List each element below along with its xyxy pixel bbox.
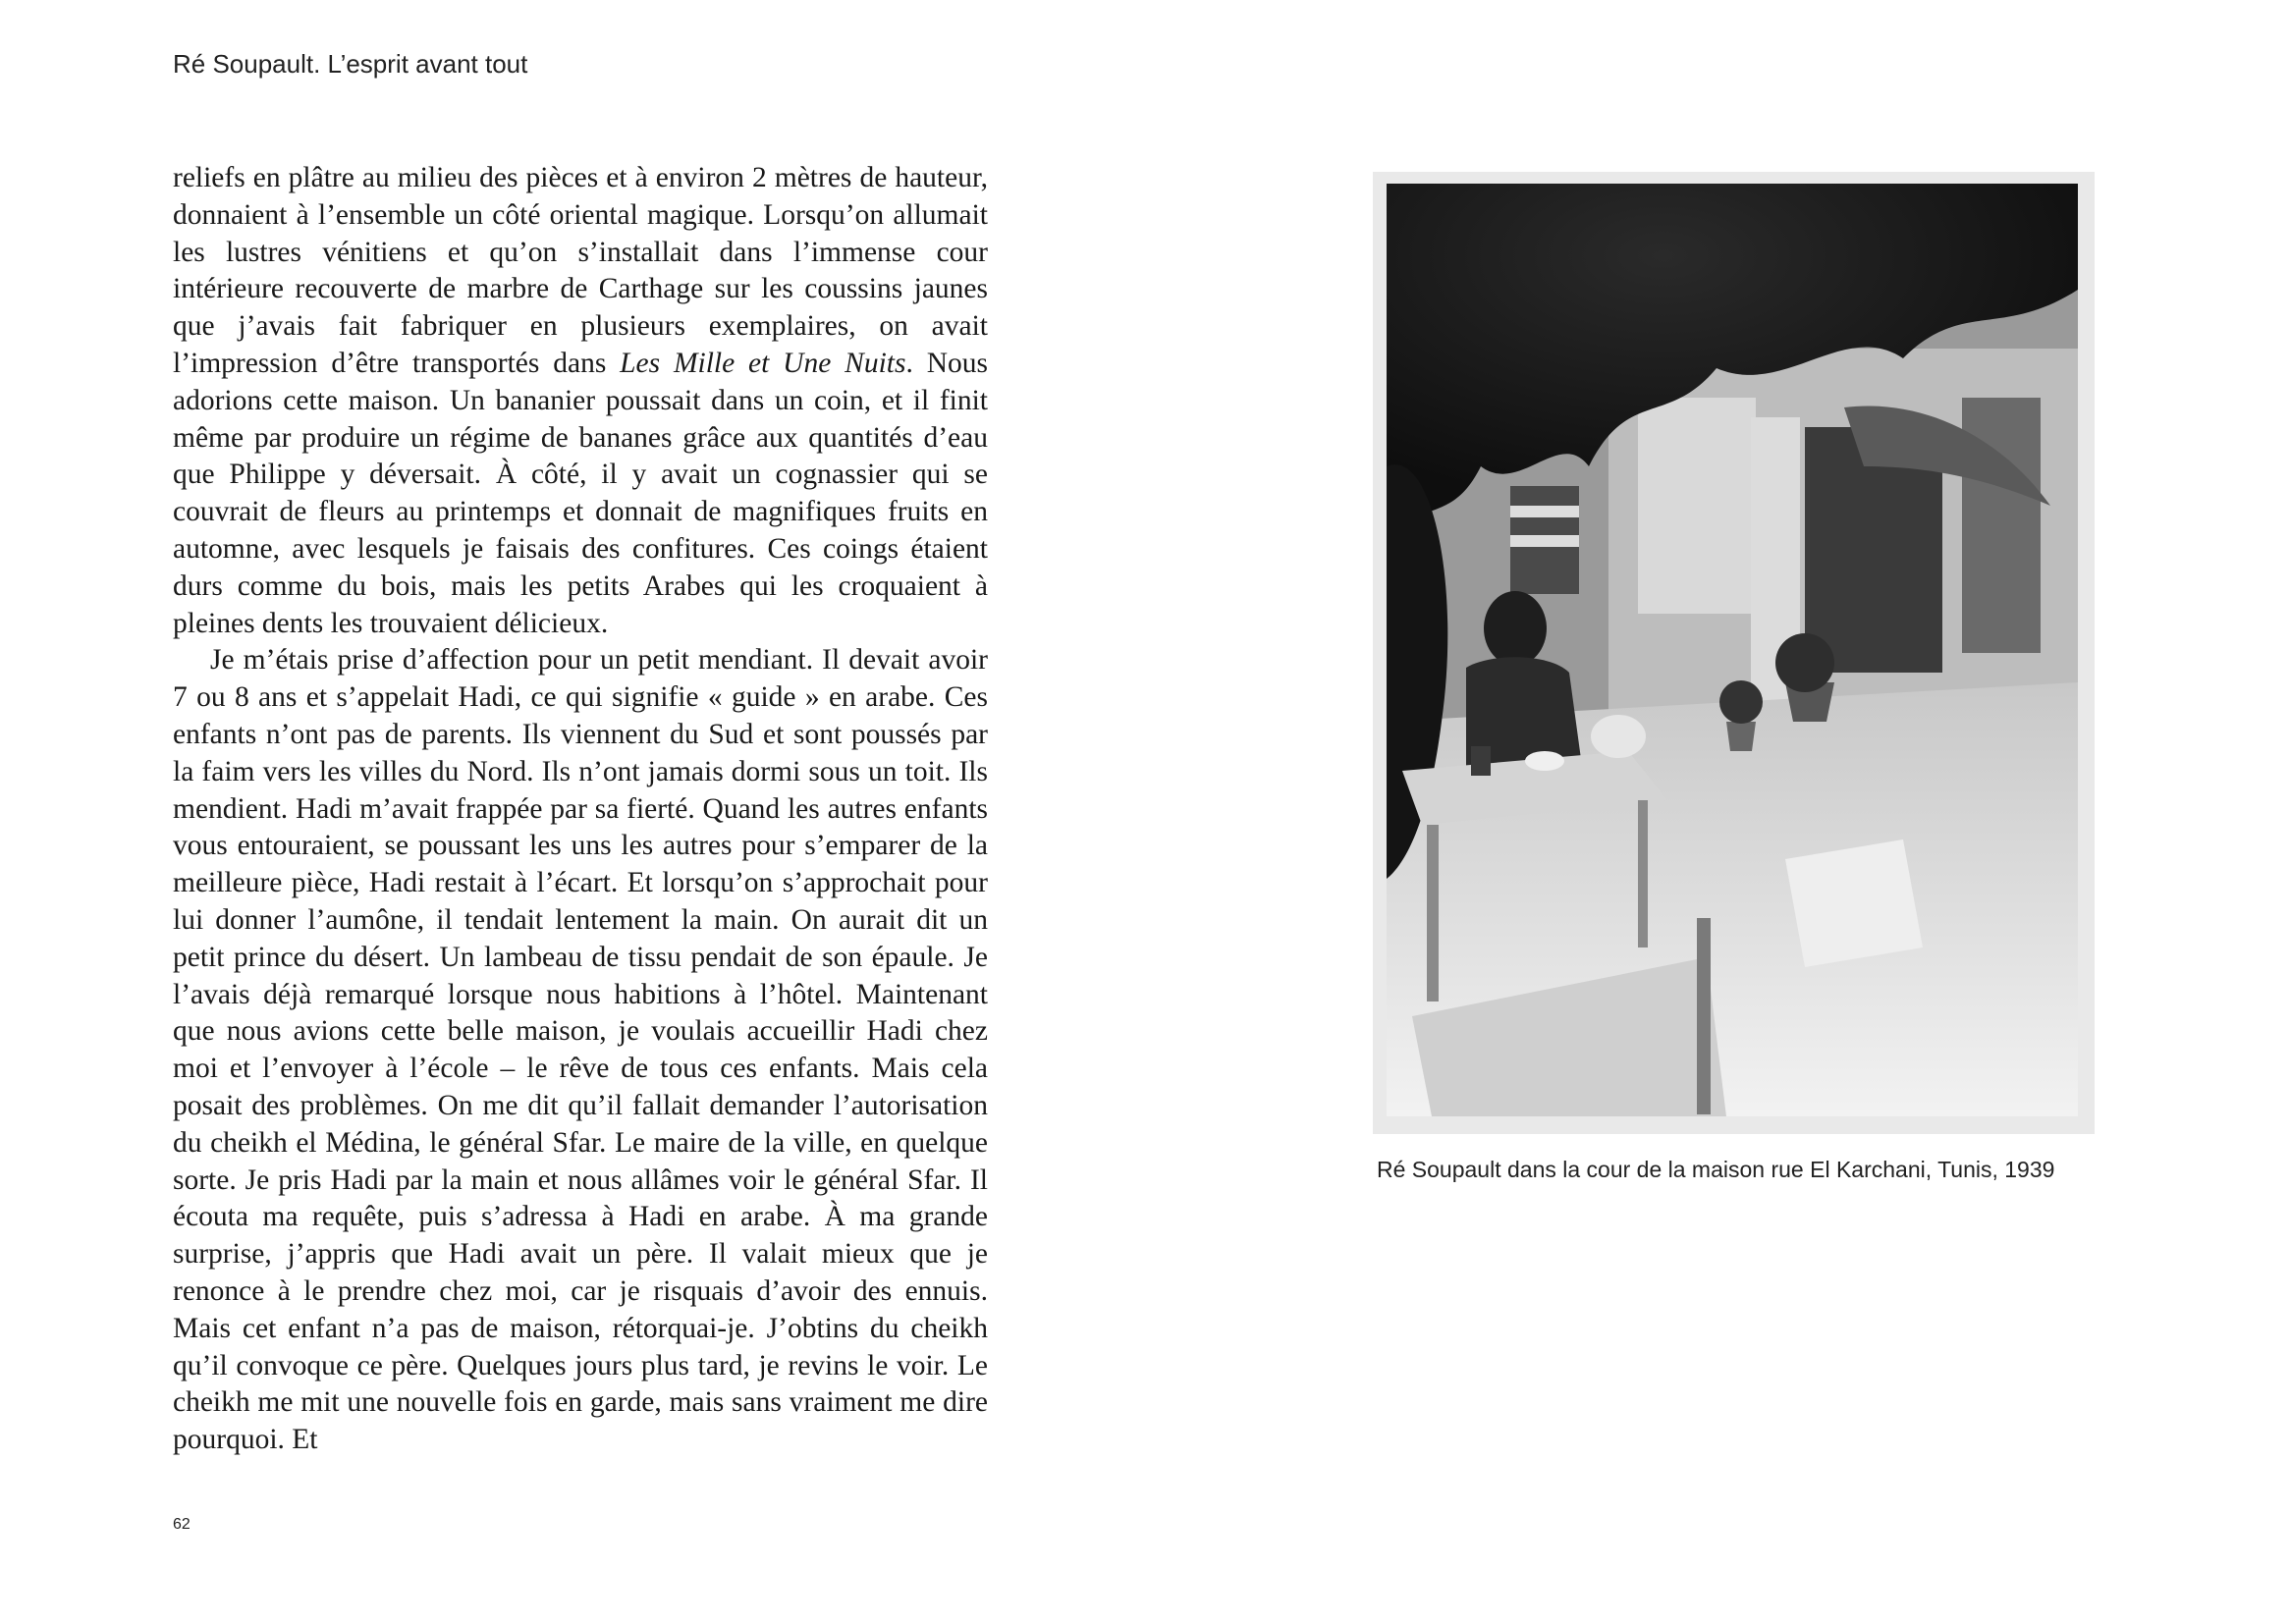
- body-text: [173, 160, 988, 1459]
- photo-caption: Ré Soupault dans la cour de la maison rue El Karchani, Tunis, 1939: [1377, 1157, 2055, 1182]
- paragraph-2: Je m’étais prise d’affection pour un petit mendiant. Il devait avoir 7 ou 8 ans et s’appelait Hadi, ce qui signifie « guide » en arabe. Ces enfants n’ont pas de parents. Ils viennent du Sud et sont poussés par la faim vers les villes du Nord. Ils n’ont jamais dormi sous un toit. Ils mendient. Hadi m’avait frappée par sa fierté. Quand les autres enfants vous entouraient, se poussant les uns les autres pour s’emparer de la meilleure pièce, Hadi restait à l’écart. Et lorsqu’on s’approchait pour lui donner l’aumône, il tendait lentement la main. On aurait dit un petit prince du désert. Un lambeau de tissu pendait de son épaule. Je l’avais déjà remarqué lorsque nous habitions à l’hôtel. Maintenant que nous avions cette belle maison, je voulais accueillir Hadi chez moi et l’envoyer à l’école – le rêve de tous ces enfants. Mais cela posait des problèmes. On me dit qu’il fallait demander l’autorisation du cheikh el Médina, le général Sfar. Le maire de la ville, en quelque sorte. Je pris Hadi par la main et nous allâmes voir le général Sfar. Il écouta ma requête, puis s’adressa à Hadi en arabe. À ma grande surprise, j’appris que Hadi avait un père. Il valait mieux que je renonce à le prendre chez moi, car je risquais d’avoir des ennuis. Mais cet enfant n’a pas de maison, rétorquai-je. J’obtins du cheikh qu’il convoque ce père. Quelques jours plus tard, je revins le voir. Le cheikh me mit une nouvelle fois en garde, mais sans vraiment me dire pourquoi. Et: [173, 644, 988, 1456]
- photograph: [1373, 172, 2095, 1134]
- page-number: 62: [173, 1516, 191, 1533]
- paragraph-1-text-a: reliefs en plâtre au milieu des pièces et à environ 2 mètres de hauteur, donnaient à l’ensemble un côté oriental magique. Lorsqu’on allumait les lustres vénitiens et qu’on s’installait dans l’immense cour intérieure recouverte de marbre de Carthage sur les coussins jaunes que j’avais fait fabriquer en plusieurs exemplaires, on avait l’impression d’être transportés dans: [173, 162, 988, 379]
- book-title: Les Mille et Une Nuits: [620, 347, 906, 379]
- paragraph-1-text-b: . Nous adorions cette maison. Un bananier poussait dans un coin, et il finit même par produire un régime de bananes grâce aux quantités d’eau que Philippe y déversait. À côté, il y avait un cognassier qui se couvrait de fleurs au printemps et donnait de magnifiques fruits en automne, avec lesquels je faisais des confitures. Ces coings étaient durs comme du bois, mais les petits Arabes qui les croquaient à pleines dents les trouvaient délicieux.: [173, 347, 988, 639]
- courtyard-photo: [1373, 172, 2095, 1134]
- paragraph-1: [173, 160, 988, 642]
- running-head: Ré Soupault. L’esprit avant tout: [173, 49, 528, 79]
